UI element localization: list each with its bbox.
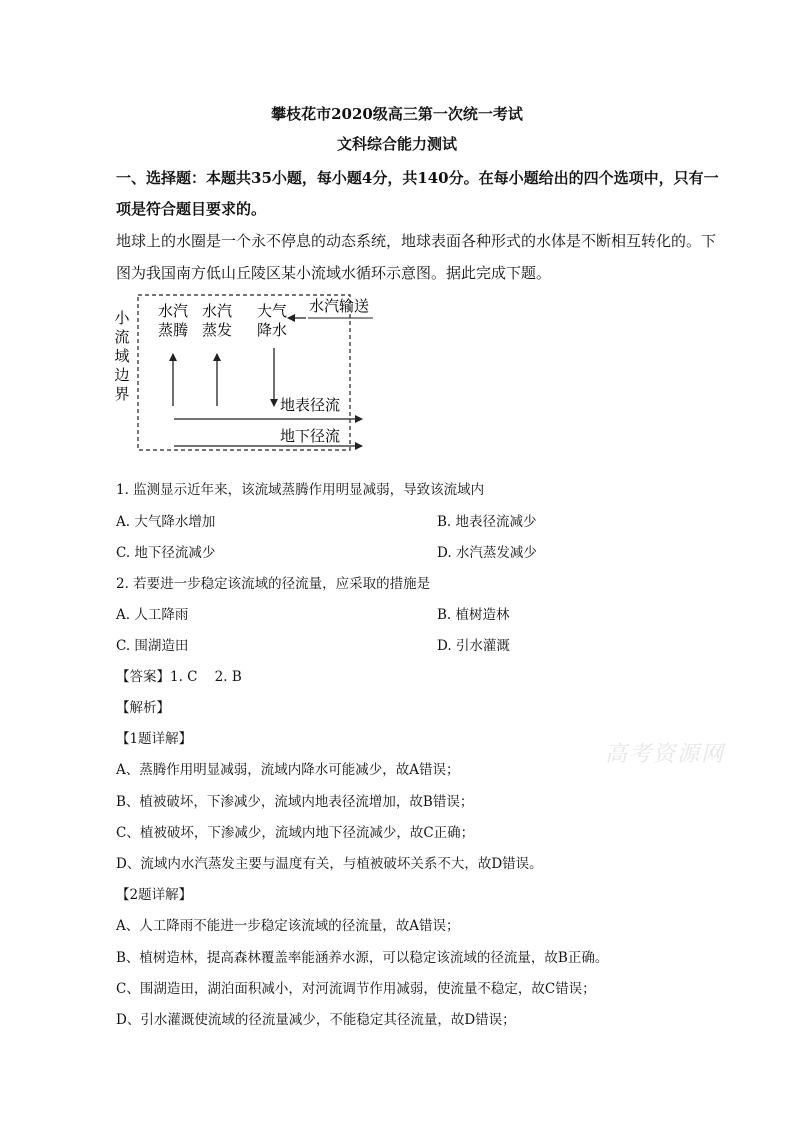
- precipitation-label-2: 降水: [256, 321, 288, 339]
- precipitation-label-1: 大气: [256, 302, 288, 320]
- intro-line2: 图为我国南方低山丘陵区某小流域水循环示意图。据此完成下题。: [116, 264, 552, 282]
- boundary-label-char: 流: [114, 328, 130, 346]
- evaporation-label-1: 水汽: [201, 302, 233, 320]
- surface-runoff-label: 地表径流: [280, 396, 341, 414]
- intro-line1: 地球上的水圈是一个永不停息的动态系统，地球表面各种形式的水体是不断相互转化的。下: [116, 232, 717, 250]
- boundary-label-char: 边: [114, 366, 130, 384]
- detail-1-line: D、流域内水汽蒸发主要与温度有关，与植被破坏关系不大，故D错误。: [116, 856, 543, 872]
- boundary-label-char: 界: [114, 385, 130, 403]
- vapor-transport-label: 水汽输送: [309, 297, 370, 315]
- section-instructions-line2: 项是符合题目要求的。: [116, 200, 267, 218]
- detail-2-line: D、引水灌溉使流域的径流量减少，不能稳定其径流量，故D错误；: [116, 1012, 516, 1028]
- q2-option-a: A. 人工降雨: [116, 607, 189, 623]
- detail-1-line: B、植被破坏，下渗减少，流域内地表径流增加，故B错误；: [116, 794, 474, 810]
- detail-2-label: 【2题详解】: [116, 887, 193, 903]
- question-1-stem: 1. 监测显示近年来，该流域蒸腾作用明显减弱，导致该流域内: [116, 482, 485, 498]
- question-2-stem: 2. 若要进一步稳定该流域的径流量，应采取的措施是: [116, 576, 431, 592]
- answer-line: 【答案】1. C 2. B: [116, 669, 242, 685]
- underground-runoff-label: 地下径流: [280, 427, 341, 445]
- q2-option-c: C. 围湖造田: [116, 638, 189, 654]
- q1-option-d: D. 水汽蒸发减少: [437, 545, 537, 561]
- page-subtitle: 文科综合能力测试: [336, 135, 457, 153]
- evaporation-label-2: 蒸发: [201, 321, 233, 339]
- boundary-label-char: 小: [114, 309, 130, 327]
- transpiration-label-2: 蒸腾: [157, 321, 189, 339]
- page-title: 攀枝花市2020级高三第一次统一考试: [271, 105, 523, 123]
- q1-option-c: C. 地下径流减少: [116, 545, 216, 561]
- boundary-label-char: 域: [114, 347, 130, 365]
- detail-1-line: C、植被破坏，下渗减少，流域内地下径流减少，故C正确；: [116, 825, 475, 841]
- detail-2-line: B、植树造林，提高森林覆盖率能涵养水源，可以稳定该流域的径流量，故B正确。: [116, 950, 609, 966]
- water-cycle-diagram: [108, 290, 388, 460]
- q1-option-b: B. 地表径流减少: [437, 514, 537, 530]
- q2-option-b: B. 植树造林: [437, 607, 510, 623]
- detail-2-line: A、人工降雨不能进一步稳定该流域的径流量，故A错误；: [116, 918, 460, 934]
- transpiration-label-1: 水汽: [157, 302, 189, 320]
- detail-1-line: A、蒸腾作用明显减弱，流域内降水可能减少，故A错误；: [116, 762, 460, 778]
- analysis-label: 【解析】: [116, 700, 170, 716]
- q1-option-a: A. 大气降水增加: [116, 514, 216, 530]
- section-instructions-line1: 一、选择题：本题共35小题，每小题4分，共140分。在每小题给出的四个选项中，只有一: [116, 169, 719, 187]
- detail-1-label: 【1题详解】: [116, 731, 193, 747]
- q2-option-d: D. 引水灌溉: [437, 638, 510, 654]
- detail-2-line: C、围湖造田，湖泊面积减小，对河流调节作用减弱，使流量不稳定，故C错误；: [116, 981, 596, 997]
- watermark: 高考资源网: [605, 742, 726, 767]
